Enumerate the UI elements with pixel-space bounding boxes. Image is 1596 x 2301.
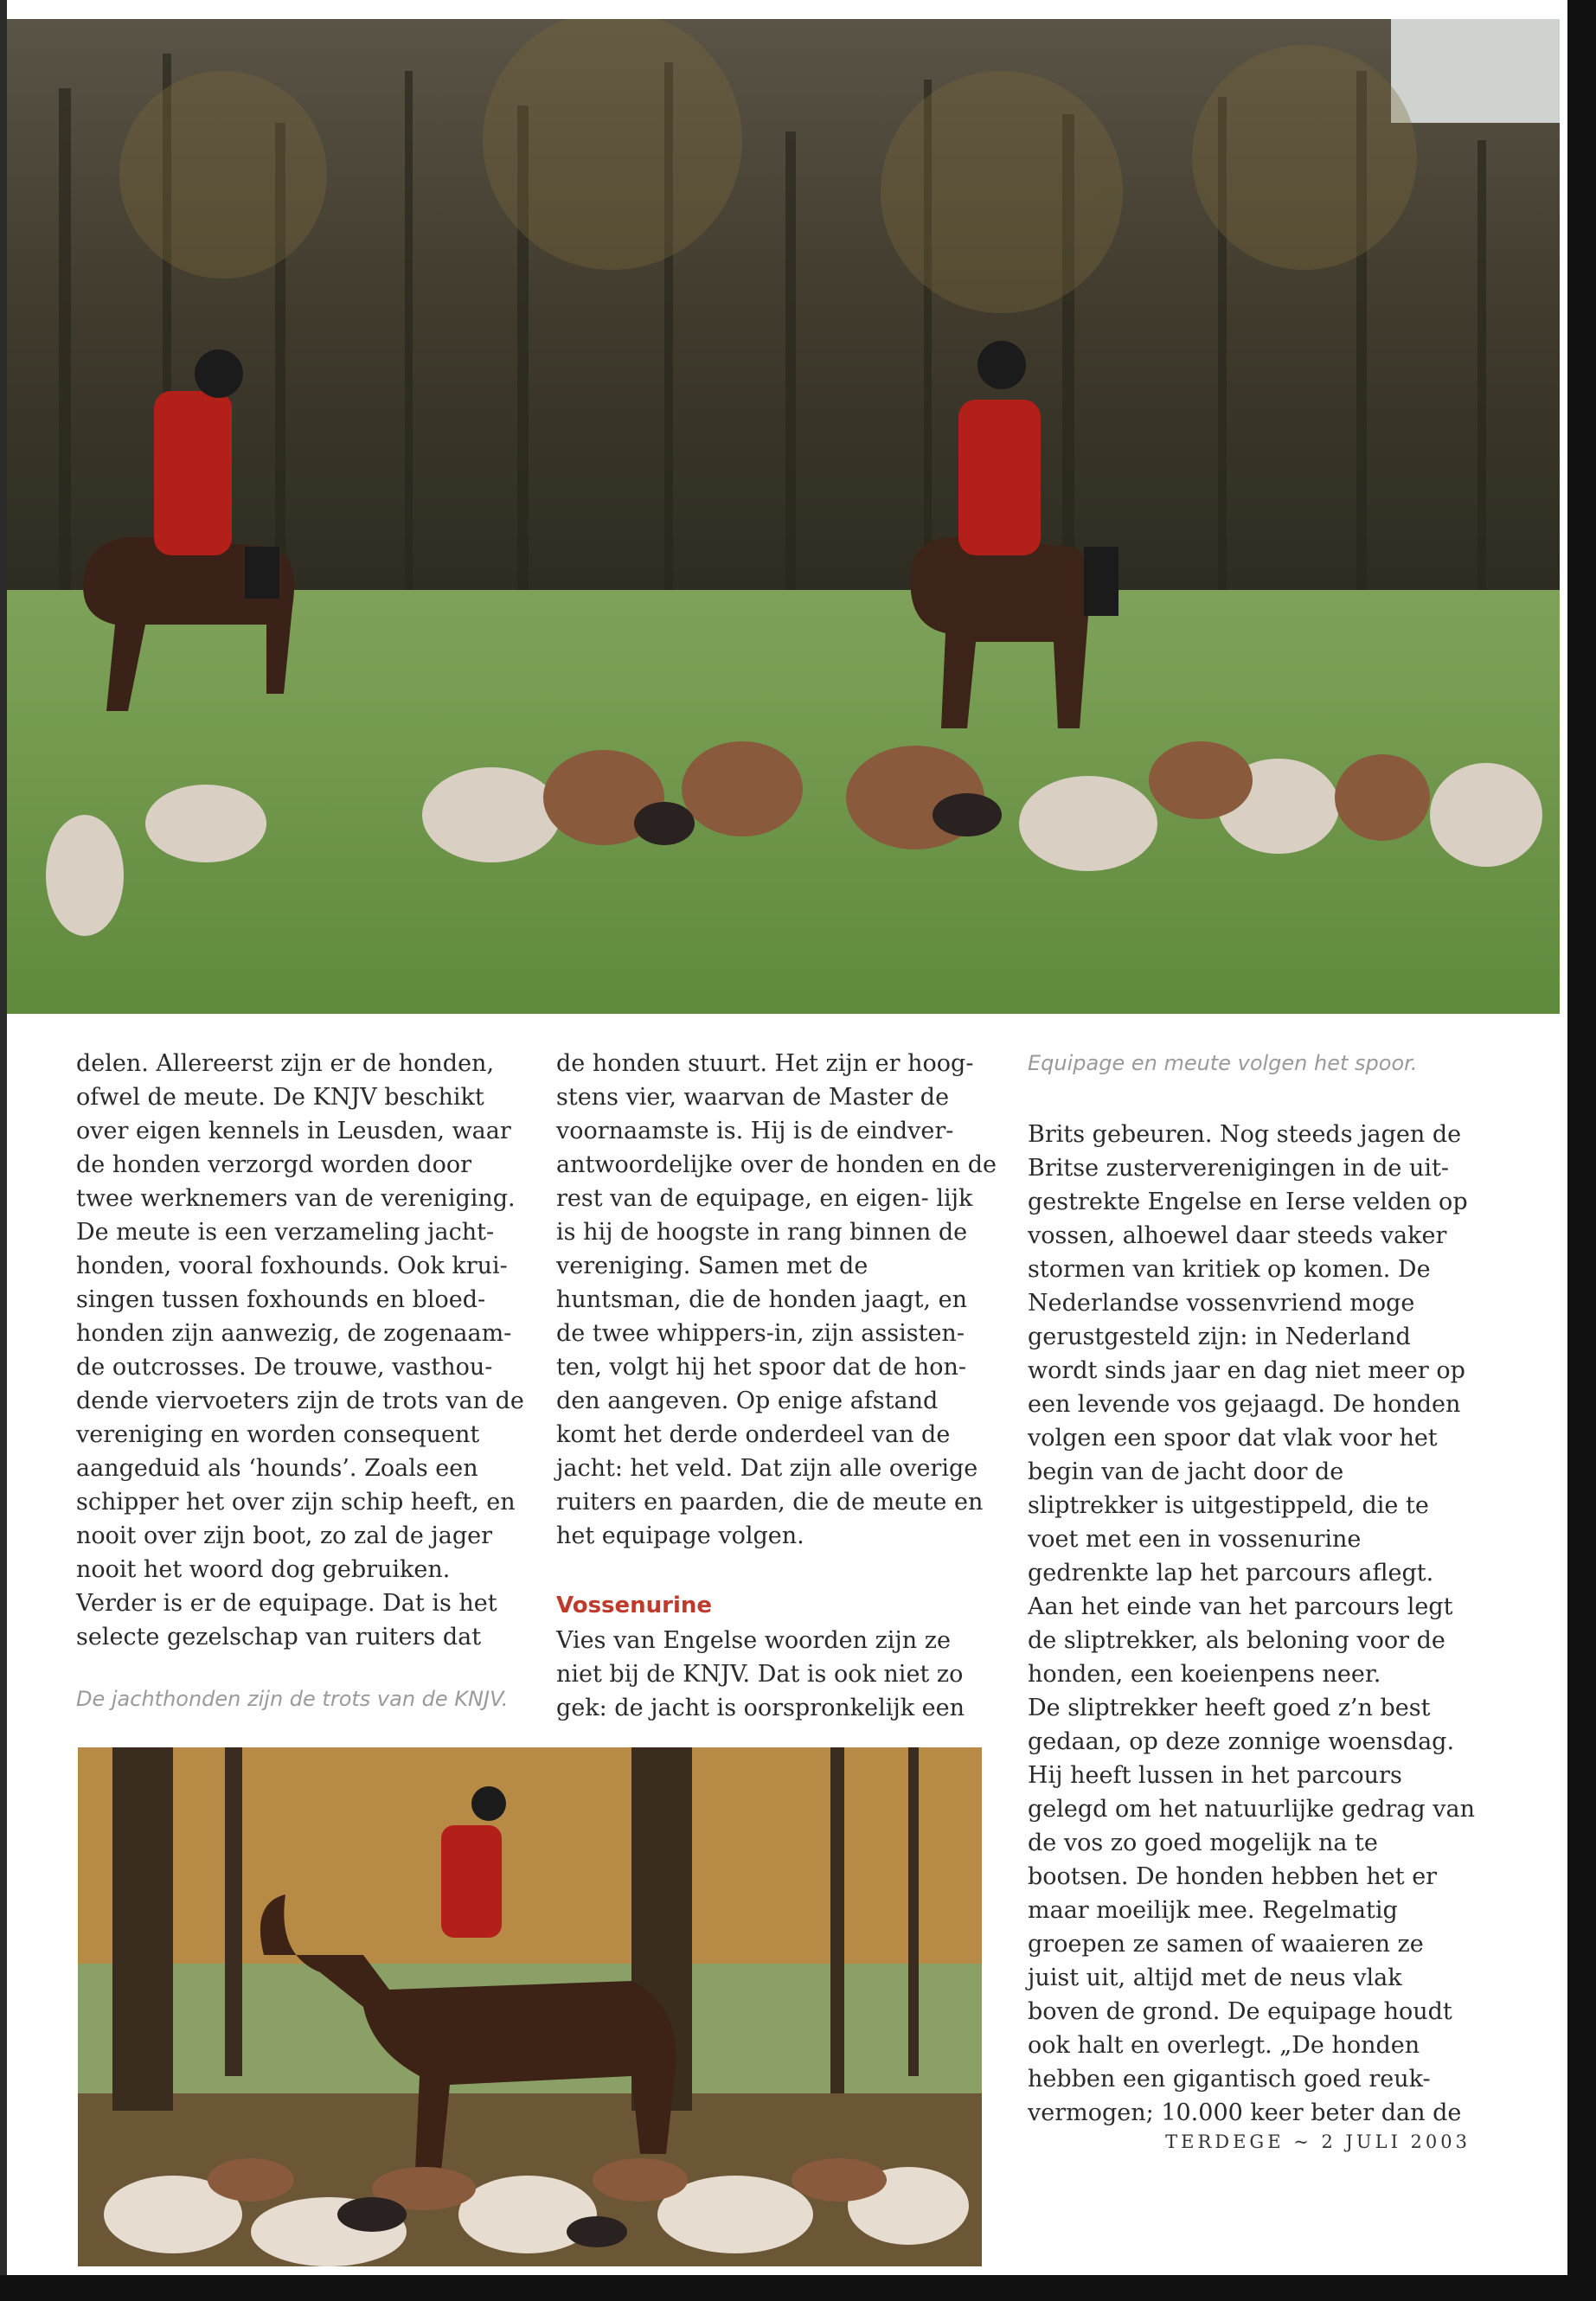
photo-caption-top: Equipage en meute volgen het spoor. — [1028, 1051, 1418, 1075]
page-footer: TERDEGE ~ 2 JULI 2003 — [1165, 2131, 1471, 2152]
photo-caption-bottom: De jachthonden zijn de trots van de KNJV. — [76, 1687, 509, 1711]
scan-border-left — [0, 0, 7, 2301]
scan-border-right — [1567, 0, 1596, 2301]
scan-border-bottom — [0, 2275, 1596, 2301]
hunt-photo-top — [7, 19, 1560, 1014]
text-column-1 — [76, 1047, 526, 1654]
body-paragraph: de honden stuurt. Het zijn er hoog- stens vier, waarvan de Master de voornaamste is. Hij is de eindver- antwoordelijke over de honden en de rest van de equipage, en eigen- lijk is hij de hoogste in rang binnen de vereniging. Samen met de huntsman, die de honden jaagt, en de twee whippers-in, zijn assisten- ten, volgt hij het spoor dat de hon- den aangeven. Op enige afstand komt het derde onderdeel van de jacht: het veld. Dat zijn alle overige ruiters en paarden, die de meute en het equipage volgen. — [556, 1050, 997, 1549]
hunt-photo-bottom — [78, 1747, 982, 2266]
body-paragraph: Vies van Engelse woorden zijn ze niet bij de KNJV. Dat is ook niet zo gek: de jacht is oorspronkelijk een — [556, 1627, 965, 1721]
body-paragraph: delen. Allereerst zijn er de honden, ofwel de meute. De KNJV beschikt over eigen kennels in Leusden, waar de honden verzorgd worden door twee werknemers van de vereniging. De meute is een verzameling jacht- honden, vooral foxhounds. Ook krui- singen tussen foxhounds en bloed- honden zijn aanwezig, de zogenaam- de outcrosses. De trouwe, vasthou- dende viervoeters zijn de trots van de vereniging en worden consequent aangeduid als ‘hounds’. Zoals een schipper het over zijn schip heeft, en nooit over zijn boot, zo zal de jager nooit het woord dog gebruiken. Verder is er de equipage. Dat is het selecte gezelschap van ruiters dat — [76, 1050, 524, 1650]
body-paragraph: Brits gebeuren. Nog steeds jagen de Britse zusterverenigingen in de uit- gestrekte Engelse en Ierse velden op vossen, alhoewel daar steeds vaker stormen van kritiek op komen. De Nederlandse vossenvriend moge gerustgesteld zijn: in Nederland wordt sinds jaar en dag niet meer op een levende vos gejaagd. De honden volgen een spoor dat vlak voor het begin van de jacht door de sliptrekker is uitgestippeld, die te voet met een in vossenurine gedrenkte lap het parcours aflegt. Aan het einde van het parcours legt de sliptrekker, als beloning voor de honden, een koeienpens neer. — [1028, 1121, 1468, 1688]
text-column-2 — [556, 1047, 997, 1725]
section-heading: Vossenurine — [556, 1593, 713, 1618]
body-paragraph: De sliptrekker heeft goed z’n best gedaan, op deze zonnige woensdag. Hij heeft lussen in het parcours gelegd om het natuurlijke gedrag van de vos zo goed mogelijk na te bootsen. De honden hebben het er maar moeilijk mee. Regelmatig groepen ze samen of waaieren ze juist uit, altijd met de neus vlak boven de grond. De equipage houdt ook halt en overlegt. „De honden hebben een gigantisch goed reuk- vermogen; 10.000 keer beter dan de — [1028, 1695, 1476, 2126]
text-column-3 — [1028, 1118, 1477, 2130]
